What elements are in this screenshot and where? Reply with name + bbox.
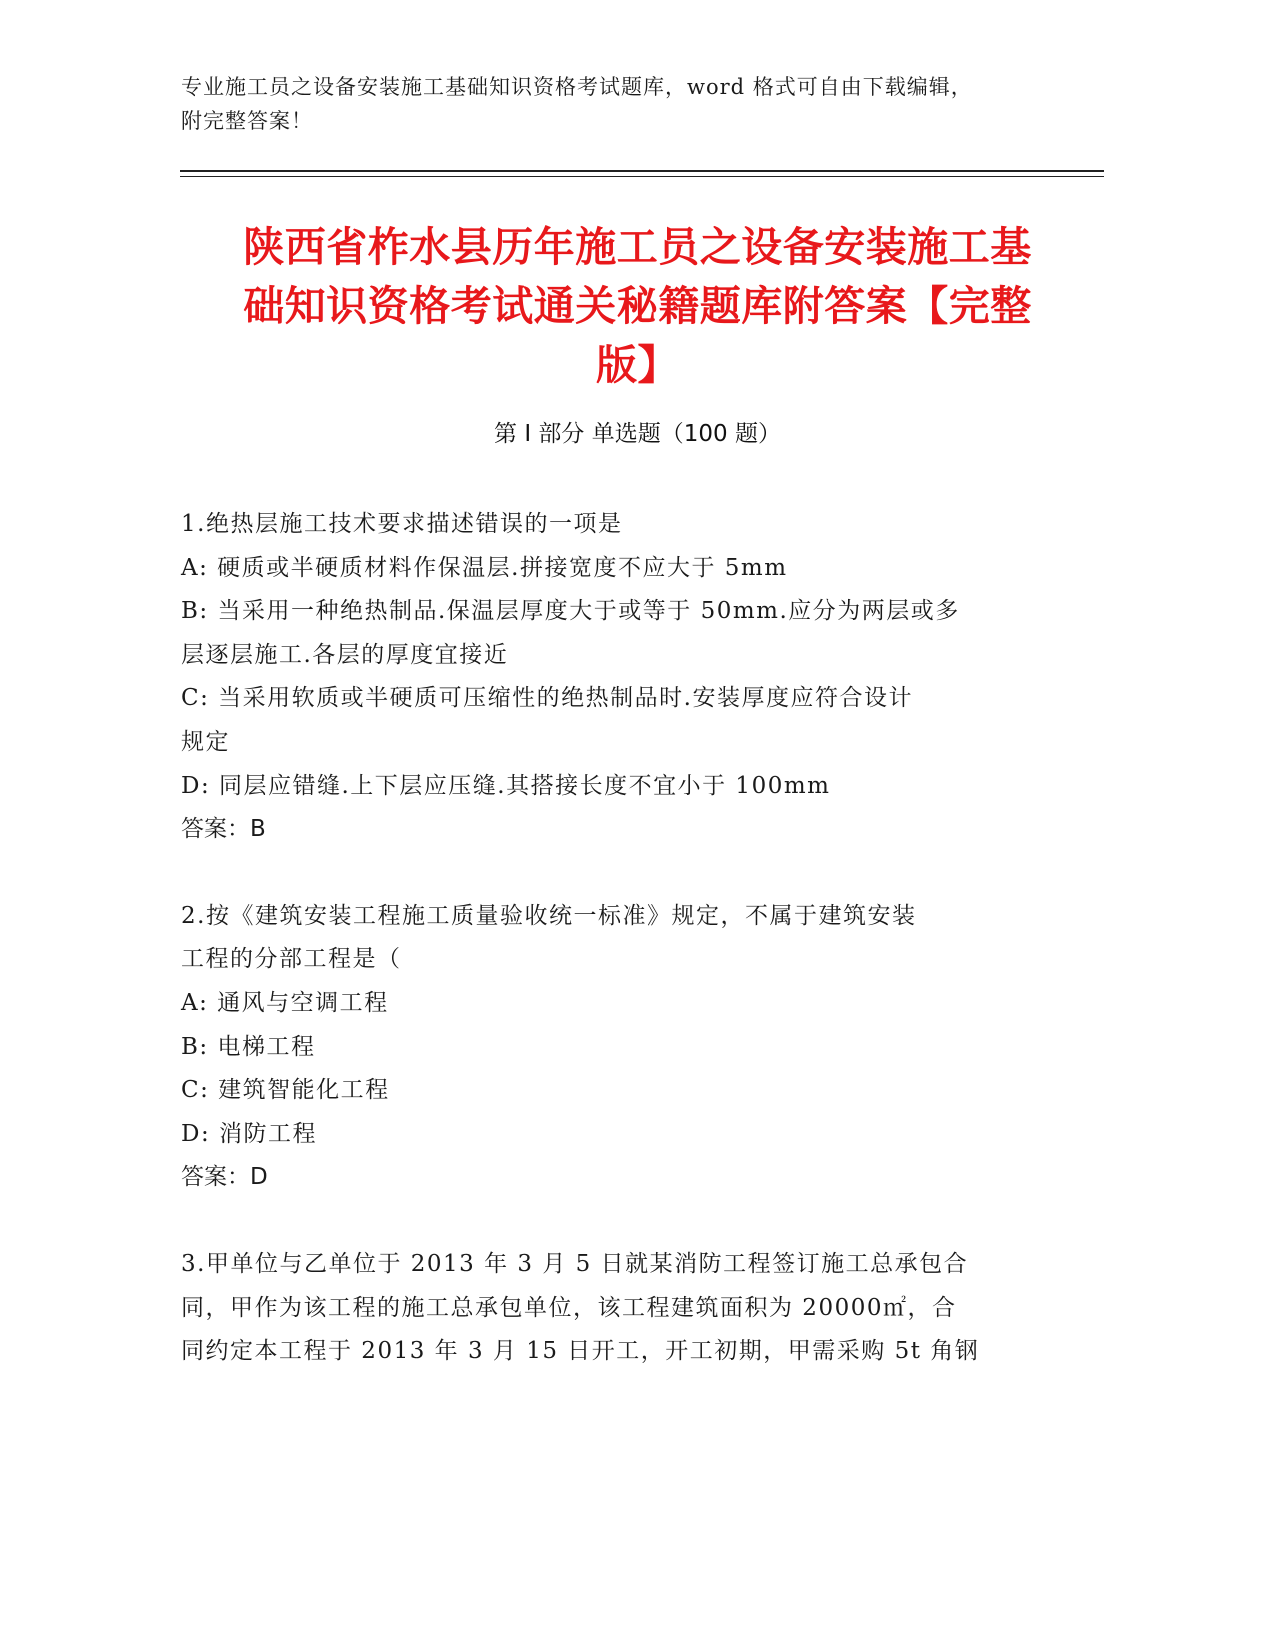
option-b: B: 电梯工程 [181, 1033, 316, 1060]
header-divider-thin [180, 176, 1104, 177]
header-note [181, 70, 1061, 138]
option-b-line-1: B: 当采用一种绝热制品.保温层厚度大于或等于 50mm.应分为两层或多 [181, 598, 960, 625]
document-title [150, 218, 1125, 395]
section-heading: 第 I 部分 单选题（100 题） [494, 421, 781, 447]
question-2 [181, 895, 1041, 1200]
title-line-1: 陕西省柞水县历年施工员之设备安装施工基 [243, 223, 1032, 271]
header-note-line-1: 专业施工员之设备安装施工基础知识资格考试题库，word 格式可自由下载编辑， [181, 75, 973, 99]
question-stem-line: 1.绝热层施工技术要求描述错误的一项是 [181, 511, 623, 537]
question-1 [181, 503, 1041, 852]
option-b-line-2: 层逐层施工.各层的厚度宜接近 [181, 641, 509, 668]
question-list [181, 503, 1041, 1417]
answer-label: 答案：B [181, 816, 266, 843]
question-3 [181, 1243, 1041, 1374]
question-stem-line-2: 同，甲作为该工程的施工总承包单位，该工程建筑面积为 20000㎡，合 [181, 1294, 957, 1321]
question-stem-line-1: 3.甲单位与乙单位于 2013 年 3 月 5 日就某消防工程签订施工总承包合 [181, 1250, 969, 1277]
option-d: D: 同层应错缝.上下层应压缝.其搭接长度不宜小于 100mm [181, 772, 831, 799]
header-note-line-2: 附完整答案！ [181, 109, 313, 133]
option-c-line-1: C: 当采用软质或半硬质可压缩性的绝热制品时.安装厚度应符合设计 [181, 685, 913, 712]
option-d: D: 消防工程 [181, 1120, 318, 1147]
answer-label: 答案：D [181, 1164, 268, 1191]
option-a: A: 硬质或半硬质材料作保温层.拼接宽度不应大于 5mm [181, 554, 788, 581]
option-c: C: 建筑智能化工程 [181, 1077, 390, 1104]
question-stem-line-1: 2.按《建筑安装工程施工质量验收统一标准》规定，不属于建筑安装 [181, 902, 917, 929]
title-line-2: 础知识资格考试通关秘籍题库附答案【完整 [243, 282, 1032, 330]
question-stem-line-3: 同约定本工程于 2013 年 3 月 15 日开工，开工初期，甲需采购 5t 角钢 [181, 1338, 980, 1365]
header-divider-thick [180, 170, 1104, 172]
option-a: A: 通风与空调工程 [181, 989, 389, 1016]
option-c-line-2: 规定 [181, 728, 230, 755]
question-stem-line-2: 工程的分部工程是（ [181, 946, 402, 973]
title-line-3: 版】 [596, 341, 679, 389]
